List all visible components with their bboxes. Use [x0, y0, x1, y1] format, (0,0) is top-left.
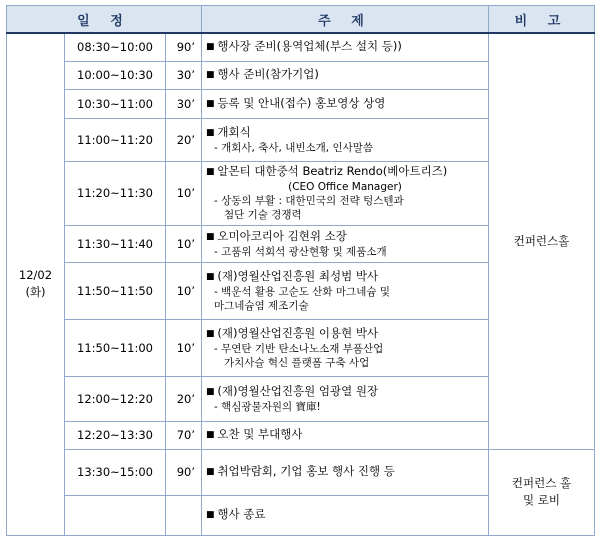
topic-title: ■ 등록 및 안내(접수) 홍보영상 상영: [206, 96, 484, 112]
topic-detail: - 고품위 석회석 광산현황 및 제품소개: [214, 245, 387, 258]
topic-cell: [202, 421, 489, 449]
topic-title: ■ (재)영월산업진흥원 엄광열 원장: [206, 384, 484, 400]
topic-cell: [202, 161, 489, 225]
time-cell: 11:00~11:20: [65, 118, 166, 161]
topic-title: ■ 개회식: [206, 125, 484, 141]
note-line-1: 컨퍼런스 홀: [511, 476, 572, 490]
topic-title: ■ 행사장 준비(용역업체(부스 설치 등)): [206, 39, 484, 55]
topic-cell: [202, 319, 489, 376]
duration-cell: 10’: [166, 225, 202, 262]
topic-title: ■ 오찬 및 부대행사: [206, 427, 484, 443]
time-cell: 11:50~11:50: [65, 262, 166, 319]
duration-cell: 10’: [166, 262, 202, 319]
duration-cell: 90’: [166, 449, 202, 495]
header-schedule: 일 정: [7, 6, 202, 34]
topic-cell: [202, 495, 489, 535]
time-cell: 11:50~11:00: [65, 319, 166, 376]
duration-cell: 20’: [166, 376, 202, 421]
duration-cell: 20’: [166, 118, 202, 161]
topic-cell: [202, 225, 489, 262]
time-cell: 12:20~13:30: [65, 421, 166, 449]
duration-cell: 90’: [166, 33, 202, 61]
topic-detail-continued: 첨단 기술 경쟁력: [224, 209, 302, 221]
topic-cell: [202, 449, 489, 495]
table-row: [7, 33, 595, 61]
topic-cell: [202, 89, 489, 118]
speaker-role: (CEO Office Manager): [288, 181, 402, 193]
time-cell: 10:30~11:00: [65, 89, 166, 118]
duration-cell: [166, 495, 202, 535]
duration-cell: 10’: [166, 319, 202, 376]
time-cell: 11:20~11:30: [65, 161, 166, 225]
header-topic: 주 제: [202, 6, 489, 34]
topic-detail: - 핵심광물자원의 寶庫!: [214, 400, 321, 413]
note-conference-lobby: [489, 449, 595, 535]
date-cell: [7, 33, 65, 535]
topic-detail: - 백운석 활용 고순도 산화 마그네슘 및: [214, 285, 390, 298]
topic-cell: [202, 262, 489, 319]
time-cell: [65, 495, 166, 535]
time-cell: 10:00~10:30: [65, 61, 166, 89]
topic-cell: [202, 33, 489, 61]
topic-cell: [202, 376, 489, 421]
duration-cell: 10’: [166, 161, 202, 225]
time-cell: 11:30~11:40: [65, 225, 166, 262]
header-note: 비 고: [489, 6, 595, 34]
duration-cell: 70’: [166, 421, 202, 449]
topic-title: ■ (재)영월산업진흥원 이용현 박사: [206, 326, 484, 342]
topic-detail: - 상동의 부활 : 대한민국의 전략 텅스텐과: [214, 195, 404, 207]
topic-title: ■ 행사 종료: [206, 507, 484, 523]
time-cell: 12:00~12:20: [65, 376, 166, 421]
time-cell: 08:30~10:00: [65, 33, 166, 61]
duration-cell: 30’: [166, 61, 202, 89]
duration-cell: 30’: [166, 89, 202, 118]
table-row: [7, 449, 595, 495]
date-day: 12/02: [18, 268, 53, 283]
schedule-table: [6, 5, 595, 536]
date-weekday: (화): [25, 285, 46, 300]
time-cell: 13:30~15:00: [65, 449, 166, 495]
topic-title: ■ 오미아코리아 김현위 소장: [206, 229, 484, 245]
topic-title: ■ 취업박람회, 기업 홍보 행사 진행 등: [206, 464, 484, 480]
topic-detail: - 무연탄 기반 탄소나노소재 부품산업: [214, 342, 384, 355]
topic-title: ■ (재)영월산업진흥원 최성범 박사: [206, 269, 484, 285]
note-conference: 컨퍼런스홀: [489, 33, 595, 449]
topic-detail-continued: 가치사슬 혁신 플랫폼 구축 사업: [224, 356, 370, 369]
topic-detail: - 개회사, 축사, 내빈소개, 인사말씀: [214, 141, 374, 154]
topic-cell: [202, 118, 489, 161]
header-row: [7, 6, 595, 34]
topic-cell: [202, 61, 489, 89]
topic-title: ■ 알몬티 대한중석 Beatriz Rendo(베아트리즈): [206, 164, 484, 180]
topic-detail-continued: 마그네슘염 제조기술: [214, 299, 309, 312]
topic-title: ■ 행사 준비(참가기업): [206, 67, 484, 83]
note-line-2: 및 로비: [523, 493, 560, 507]
